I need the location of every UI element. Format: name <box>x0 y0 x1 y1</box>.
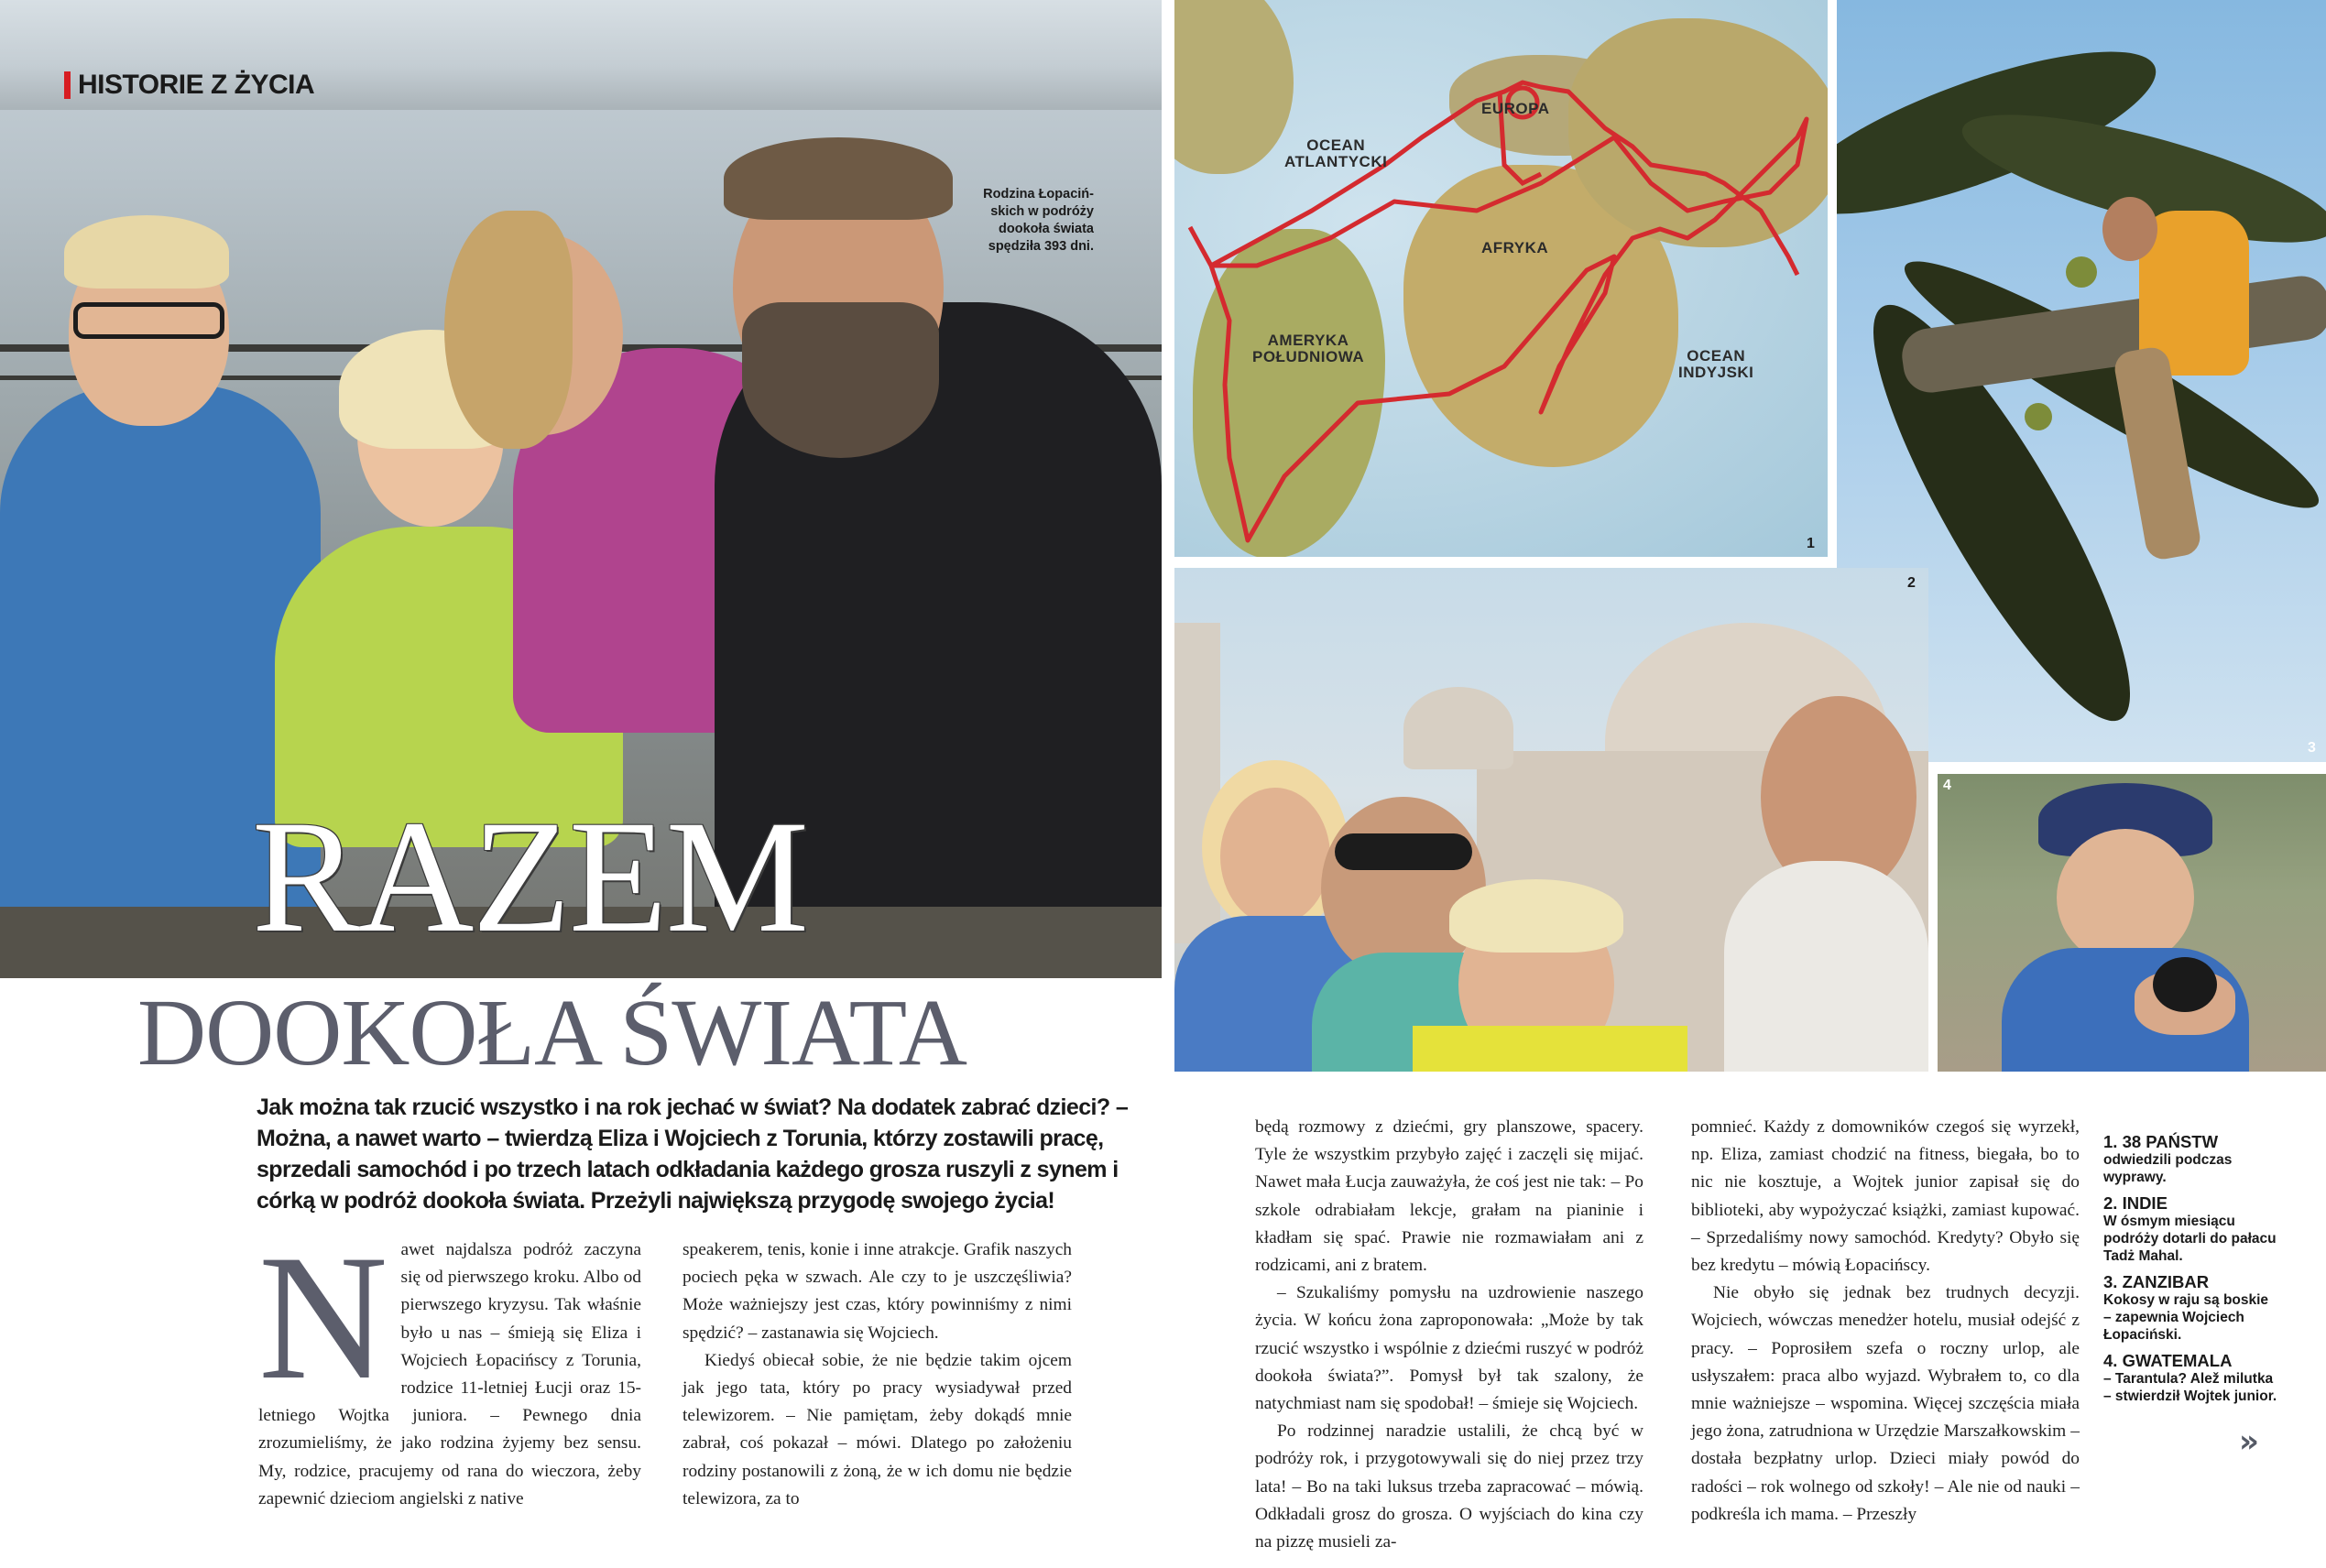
coconut <box>2025 403 2052 430</box>
caption-line: skich w podróży <box>990 204 1094 219</box>
sidebar-item-text: Kokosy w raju są boskie – zapewnia Wojciech Łopaciński. <box>2103 1292 2269 1343</box>
map-label-south-america <box>1252 332 1364 365</box>
photo-number: 3 <box>2308 740 2316 756</box>
map-label-line: ATLANTYCKI <box>1284 152 1388 170</box>
sidebar-item <box>2103 1351 2277 1405</box>
map-label-line: OCEAN <box>1306 136 1366 154</box>
sidebar-item <box>2103 1193 2277 1265</box>
father-hair <box>724 137 953 220</box>
photo-number: 2 <box>1907 575 1916 591</box>
taj-small-dome <box>1403 687 1513 769</box>
caption-line: Rodzina Łopaciń- <box>983 187 1094 201</box>
section-label <box>64 70 314 101</box>
sidebar-item <box>2103 1132 2277 1186</box>
dropcap: N <box>258 1218 388 1417</box>
sunglasses <box>1335 833 1472 870</box>
son-glasses <box>73 302 224 339</box>
boy-face <box>2057 829 2194 966</box>
sidebar-item-head: 1. 38 PAŃSTW <box>2103 1132 2219 1151</box>
body-column-1 <box>258 1218 641 1513</box>
caption-line: dookoła świata <box>999 222 1094 236</box>
tarantula-photo <box>1938 774 2326 1072</box>
boy-shirt <box>1413 1026 1687 1072</box>
girl-face <box>1220 788 1330 925</box>
sidebar-item-head: 4. GWATEMALA <box>2103 1351 2233 1370</box>
boy-hair <box>1449 879 1623 953</box>
body-column-4 <box>1691 1114 2080 1529</box>
title-line-1: RAZEM <box>252 788 807 966</box>
body-paragraph: speakerem, tenis, konie i inne atrakcje. Grafik naszych pociech pęka w szwach. Ale czy to je uszczęśliwia? Może ważniejszy jest czas, który powinniśmy z nimi spędzić? – zastanawia się Wojciech. <box>683 1240 1072 1343</box>
sidebar-item <box>2103 1272 2277 1344</box>
section-accent-bar <box>64 71 71 99</box>
main-photo-caption <box>920 186 1094 256</box>
body-paragraph: – Szukaliśmy pomysłu na uzdrowienie naszego życia. W końcu żona zaproponowała: „Może by tak rzucić wszystko i wspólnie z dziećmi ruszyć w podróż dookoła świata?”. Pomysł był tak szalony, że natychmiast nam się spodobał! – śmieje się Wojciech. <box>1255 1283 1643 1414</box>
tarantula <box>2153 957 2217 1012</box>
body-paragraph: będą rozmowy z dziećmi, gry planszowe, spacery. Tyle że wszystkim przybyło zajęć i zaczęli się mijać. Nawet mała Łucja zauważyła, że coś jest nie tak: – Po szkole odrabiałam lekcje, grałam na pianinie i kładłam się spać. Prawie nie rozmawiałam ani z rodzicami, ani z bratem. <box>1255 1117 1643 1276</box>
body-paragraph: Po rodzinnej naradzie ustalili, że chcą być w podróży rok, i przygotowywali się do niej przez trzy lata! – Bo na taki luksus trzeba zapracować – mówią. Odkładali grosz do grosza. O wyjściach do kina czy na pizzę musieli za- <box>1255 1421 1643 1552</box>
body-paragraph: awet najdalsza podróż zaczyna się od pierwszego kroku. Albo od pierwszego kryzysu. Tak właśnie było u nas – śmieją się Eliza i Wojciech Łopacińscy z Torunia, rodzice 11-letniej Łucji oraz 15-letniego Wojtka juniora. – Pewnego dnia zrozumieliśmy, że jako rodzina żyjemy bez sensu. My, rodzice, pracujemy od rana do wieczora, żeby zapewnić dzieciom angielski z native <box>258 1240 641 1508</box>
map-label-line: POŁUDNIOWA <box>1252 347 1365 365</box>
coconut <box>2066 256 2097 288</box>
sidebar-item-head: 2. INDIE <box>2103 1193 2168 1213</box>
map-label-atlantic <box>1284 137 1387 170</box>
climber-head <box>2102 197 2157 261</box>
caption-line: spędziła 393 dni. <box>988 239 1094 254</box>
sidebar-item-text: – Tarantula? Alež milutka – stwierdził Wojtek junior. <box>2103 1371 2277 1404</box>
map-label-line: AMERYKA <box>1267 332 1349 349</box>
body-paragraph: Nie obyło się jednak bez trudnych decyzji. Wojciech, wówczas menedżer hotelu, musiał odejść z pracy. – Poprosiłem szefa o roczny urlop, ale usłyszałem: praca albo wyjazd. Wybrałem to, co dla mnie ważniejsze – wspomina. Więcej szczęścia miała jego żona, zatrudniona w Urzędzie Marszałkowskim – dostała bezpłatny urlop. Dzieci miały powód do radości – rok wolnego od szkoły! – Ale nie od nauki – podkreśla ich mama. – Przeszły <box>1691 1283 2080 1524</box>
son-hair <box>64 215 229 289</box>
next-page-arrow-icon[interactable]: » <box>2239 1423 2252 1460</box>
lead-paragraph: Jak można tak rzucić wszystko i na rok jechać w świat? Na dodatek zabrać dzieci? – Można, a nawet warto – twierdzą Eliza i Wojciech z Torunia, którzy zostawili pracę, sprzedali samochód i po trzech latach odkładania każdego grosza ruszyli z synem i córką w podróż dookoła świata. Przeżyli największą przygodę swojego życia! <box>257 1094 1129 1214</box>
body-paragraph: Kiedyś obiecał sobie, że nie będzie takim ojcem jak jego tata, który po pracy wysiadywał przed telewizorem. – Nie pamiętam, żeby dokądś mnie zabrał, coś pokazał – mówi. Dlatego po założeniu rodziny postanowili z żoną, że w ich domu nie będzie telewizora, za to <box>683 1350 1072 1508</box>
photo-number: 1 <box>1807 536 1815 551</box>
map-label-europe: EUROPA <box>1481 100 1550 117</box>
map-label-indian <box>1678 348 1753 381</box>
father-beard <box>742 302 939 458</box>
mother-hair <box>444 211 573 449</box>
sidebar-item-text: W ósmym miesiącu podróży dotarli do pałacu Tadż Mahal. <box>2103 1214 2277 1264</box>
body-column-3 <box>1255 1114 1643 1556</box>
photo-number: 4 <box>1943 778 1951 793</box>
body-column-2 <box>683 1236 1072 1513</box>
section-label-text: HISTORIE Z ŻYCIA <box>78 70 315 100</box>
route-line <box>1174 0 1828 557</box>
sidebar-item-head: 3. ZANZIBAR <box>2103 1272 2210 1291</box>
body-paragraph: pomnieć. Każdy z domowników czegoś się wyrzekł, np. Eliza, zamiast chodzić na fitness, biegała, bo to nic nie kosztuje, a Wojtek junior zapisał się do biblioteki, aby wypożyczać książki, zamiast kupować. – Sprzedaliśmy nowy samochód. Kredyty? Obyło się bez kredytu – mówią Łopacińscy. <box>1691 1117 2080 1276</box>
title-line-2: DOOKOŁA ŚWIATA <box>137 980 966 1085</box>
photo-key-sidebar <box>2103 1132 2277 1412</box>
map-label-line: OCEAN <box>1687 347 1746 365</box>
taj-mahal-photo <box>1174 568 1928 1072</box>
sidebar-item-text: odwiedzili podczas wyprawy. <box>2103 1152 2233 1185</box>
father-shirt <box>1724 861 1928 1072</box>
map-label-line: INDYJSKI <box>1678 363 1754 381</box>
route-map <box>1174 0 1828 557</box>
map-label-africa: AFRYKA <box>1481 239 1549 256</box>
